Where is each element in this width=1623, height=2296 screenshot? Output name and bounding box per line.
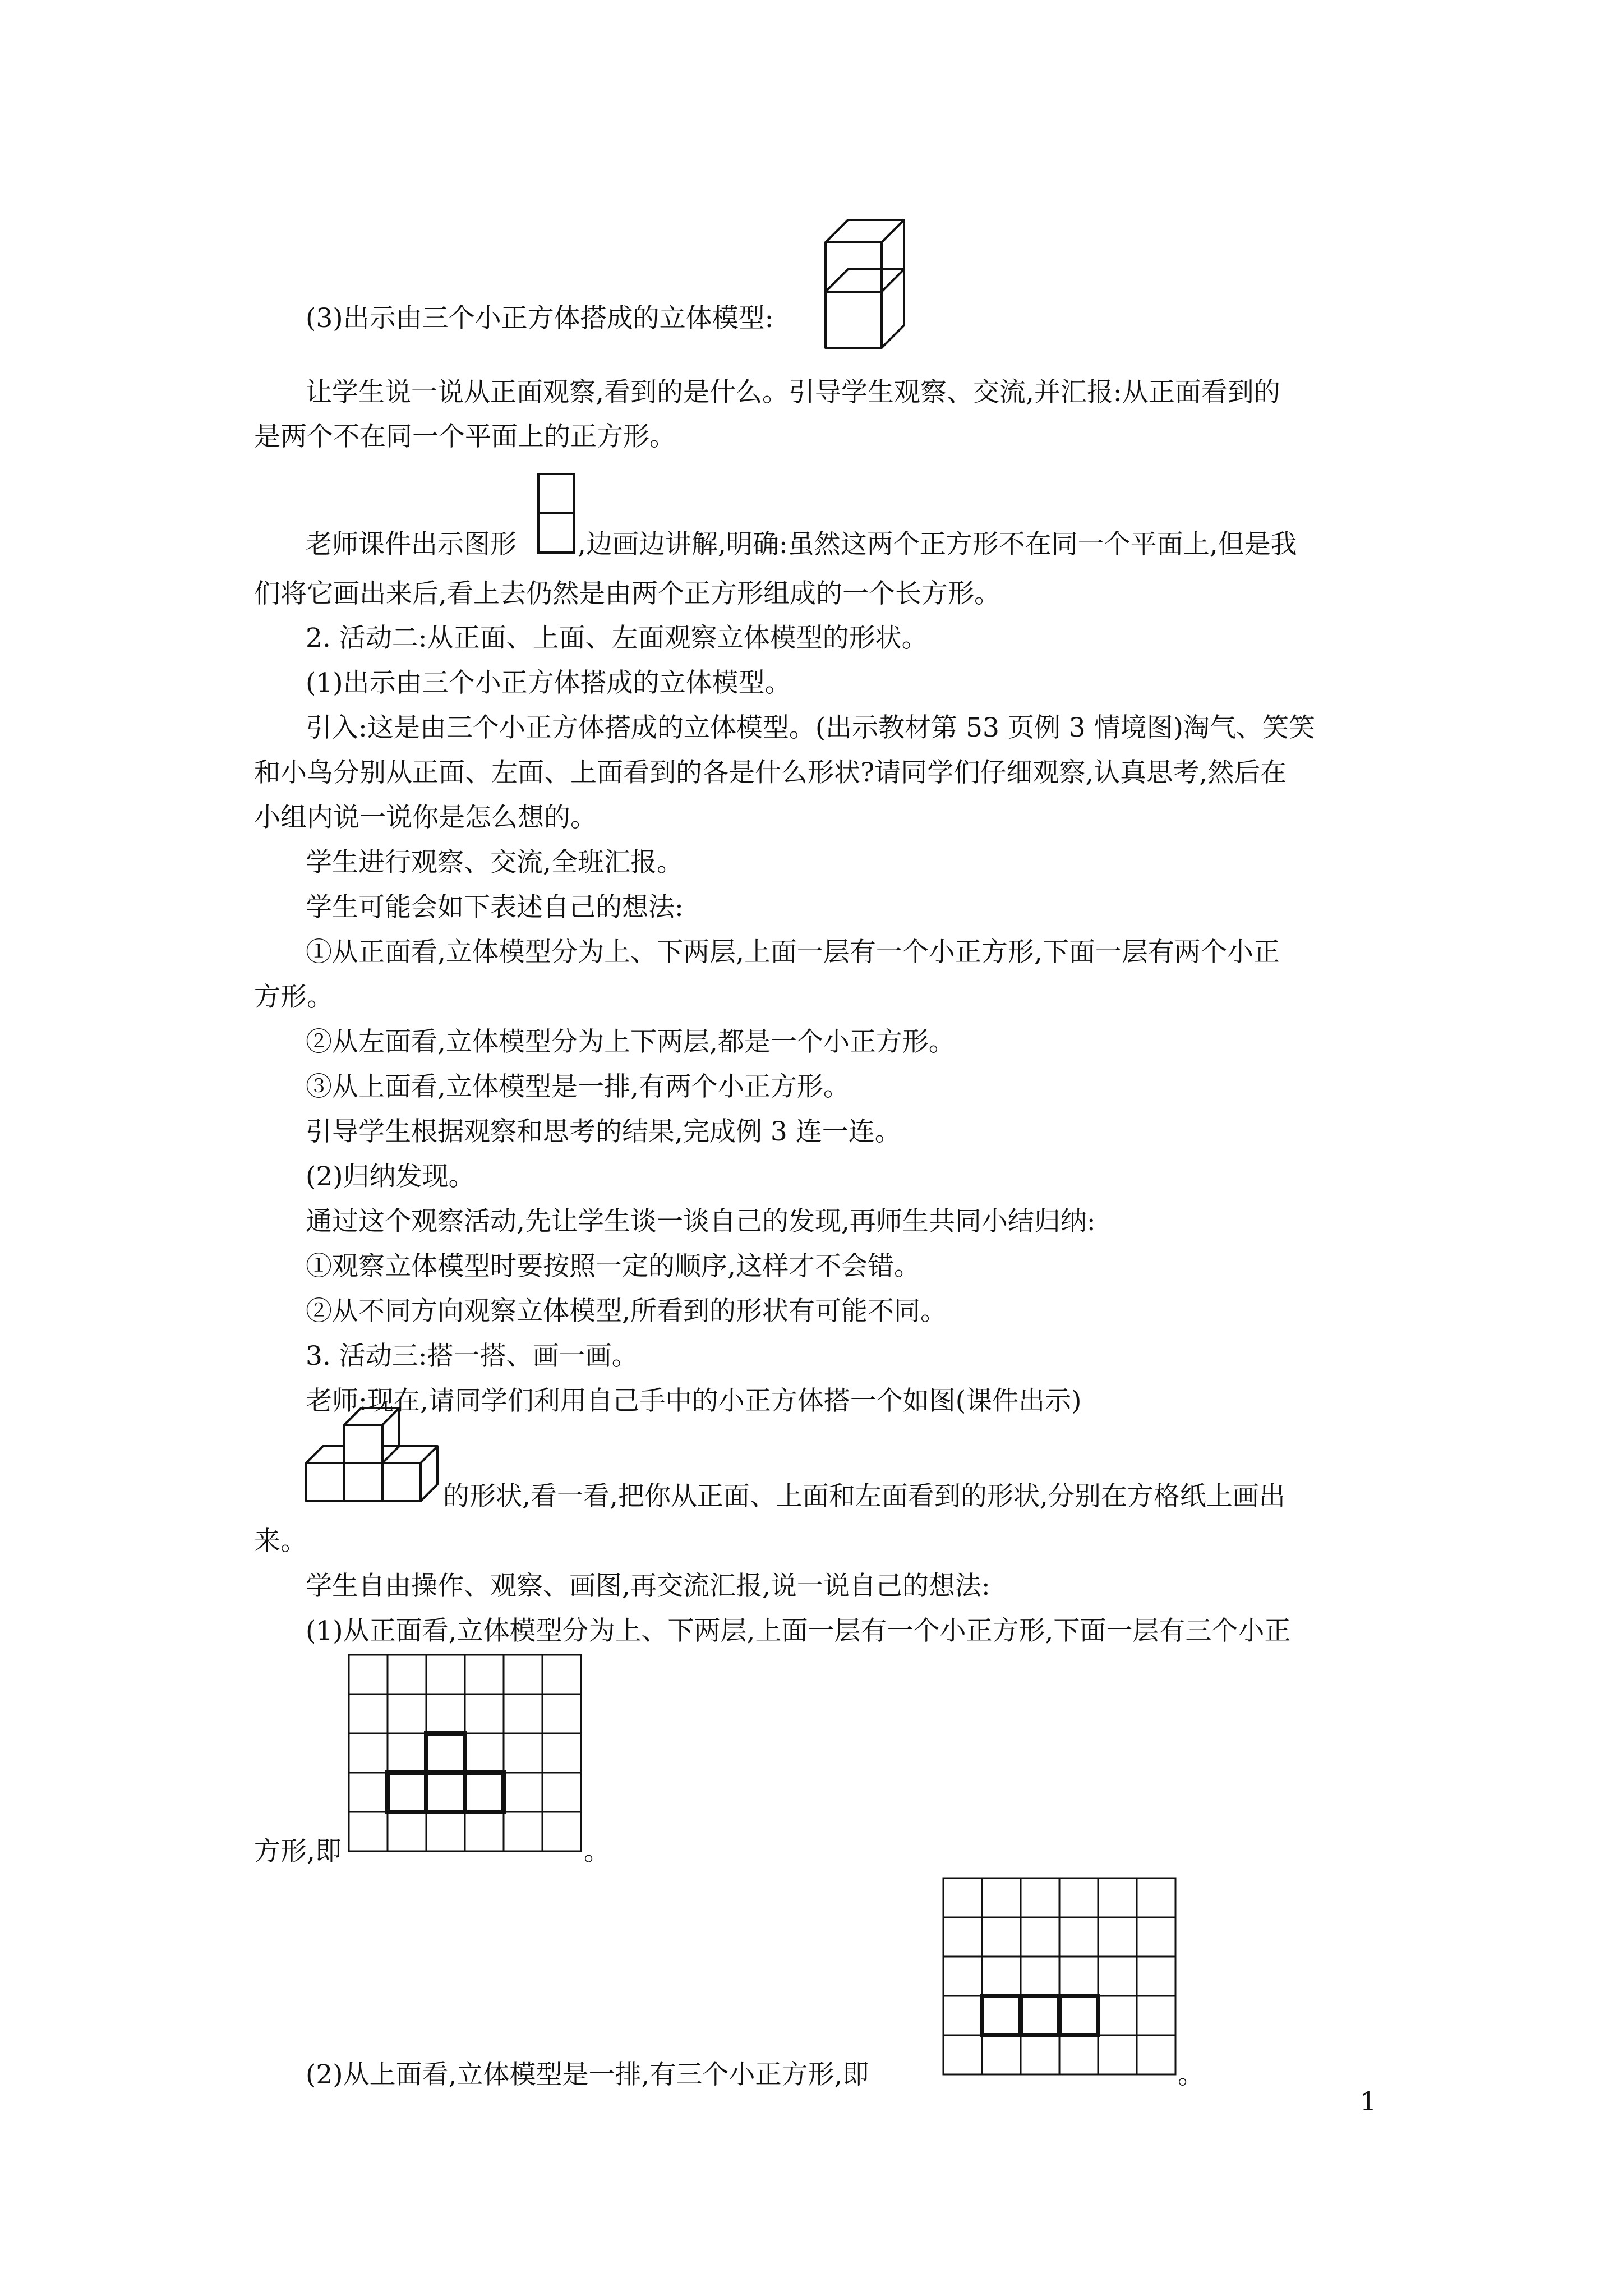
- paragraph-1-line-1: 让学生说一说从正面观察,看到的是什么。引导学生观察、交流,并汇报:从正面看到的: [306, 377, 1280, 408]
- intro-line-2: 和小鸟分别从正面、左面、上面看到的各是什么形状?请同学们仔细观察,认真思考,然后在: [254, 757, 1287, 788]
- page-number: 1: [1360, 2086, 1377, 2116]
- free-operation-line: 学生自由操作、观察、画图,再交流汇报,说一说自己的想法:: [306, 1571, 990, 1602]
- top-view-line: (2)从上面看,立体模型是一排,有三个小正方形,即: [306, 2059, 869, 2090]
- two-cube-stack-figure: [824, 219, 906, 349]
- two-square-figure: [537, 472, 577, 555]
- activity-2-item-2: (2)归纳发现。: [306, 1161, 475, 1192]
- shape-description-line: 的形状,看一看,把你从正面、上面和左面看到的形状,分别在方格纸上画出: [443, 1481, 1285, 1512]
- teacher-line: 老师:现在,请同学们利用自己手中的小正方体搭一个如图(课件出示): [306, 1386, 1082, 1416]
- paragraph-2-text-after-figure: ,边画边讲解,明确:虽然这两个正方形不在同一个平面上,但是我: [578, 529, 1297, 560]
- circle-1-line-1: ①从正面看,立体模型分为上、下两层,上面一层有一个小正方形,下面一层有两个小正: [306, 937, 1280, 968]
- activity-2-item-1: (1)出示由三个小正方体搭成的立体模型。: [306, 668, 791, 698]
- circle-1-line-2: 方形。: [254, 982, 333, 1013]
- may-express-line: 学生可能会如下表述自己的想法:: [306, 892, 684, 923]
- circle-3-line: ③从上面看,立体模型是一排,有两个小正方形。: [306, 1071, 850, 1102]
- intro-line-1: 引入:这是由三个小正方体搭成的立体模型。(出示教材第 53 页例 3 情境图)淘气、笑笑: [306, 712, 1315, 743]
- shape-description-line-2: 来。: [254, 1526, 307, 1557]
- paragraph-1-line-2: 是两个不在同一个平面上的正方形。: [254, 421, 676, 452]
- front-view-line-1: (1)从正面看,立体模型分为上、下两层,上面一层有一个小正方形,下面一层有三个小正: [306, 1616, 1291, 1646]
- summary-1-line: ①观察立体模型时要按照一定的顺序,这样才不会错。: [306, 1251, 920, 1282]
- paragraph-2-line-2: 们将它画出来后,看上去仍然是由两个正方形组成的一个长方形。: [254, 578, 1000, 609]
- summary-intro-line: 通过这个观察活动,先让学生谈一谈自己的发现,再师生共同小结归纳:: [306, 1206, 1096, 1237]
- paragraph-2-text-before-figure: 老师课件出示图形: [306, 529, 517, 560]
- activity-2-heading: 2. 活动二:从正面、上面、左面观察立体模型的形状。: [306, 623, 928, 654]
- item-3-text: (3)出示由三个小正方体搭成的立体模型:: [306, 303, 774, 334]
- top-view-line-end: 。: [1178, 2059, 1204, 2090]
- guide-line: 引导学生根据观察和思考的结果,完成例 3 连一连。: [306, 1116, 901, 1147]
- front-view-grid: [348, 1654, 582, 1852]
- summary-2-line: ②从不同方向观察立体模型,所看到的形状有可能不同。: [306, 1296, 947, 1327]
- intro-line-3: 小组内说一说你是怎么想的。: [254, 802, 597, 833]
- four-cube-shape-figure: [305, 1406, 441, 1514]
- circle-2-line: ②从左面看,立体模型分为上下两层,都是一个小正方形。: [306, 1027, 955, 1057]
- front-view-line-end: 。: [584, 1836, 610, 1867]
- observe-line: 学生进行观察、交流,全班汇报。: [306, 847, 683, 878]
- top-view-grid: [942, 1877, 1177, 2076]
- front-view-line-2: 方形,即: [254, 1836, 342, 1867]
- activity-3-heading: 3. 活动三:搭一搭、画一画。: [306, 1341, 638, 1372]
